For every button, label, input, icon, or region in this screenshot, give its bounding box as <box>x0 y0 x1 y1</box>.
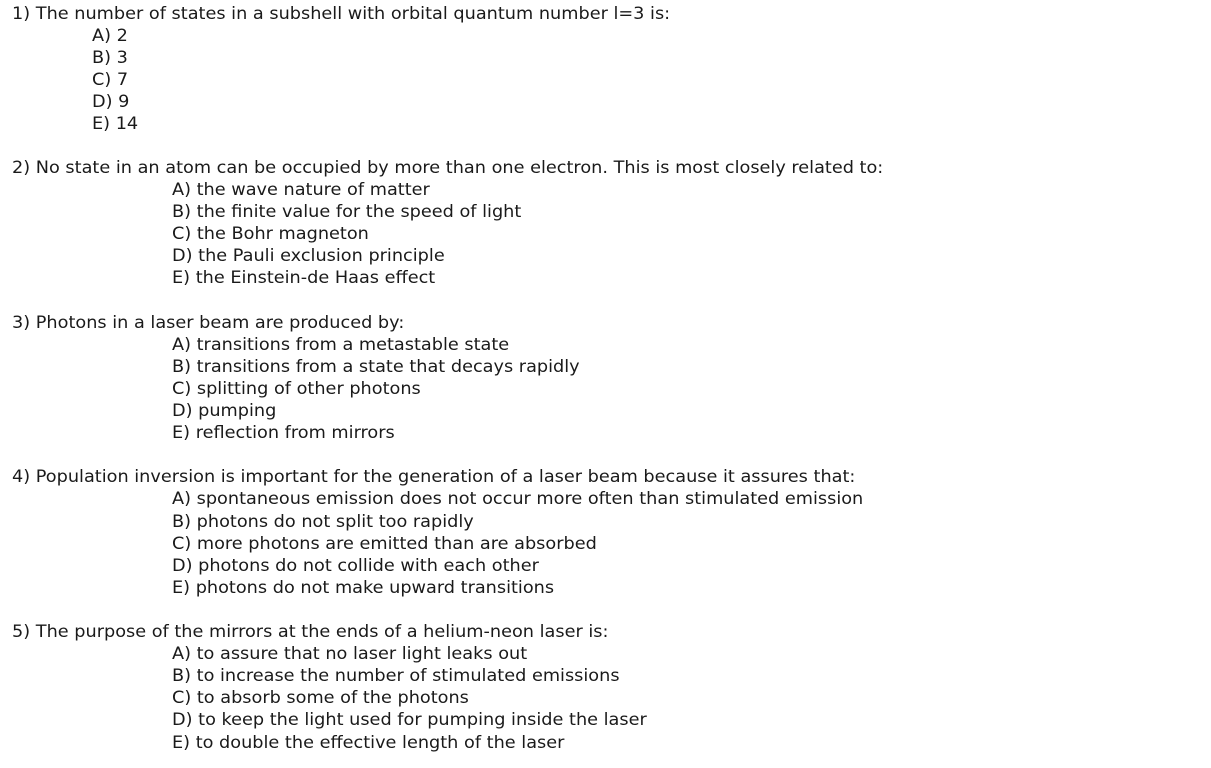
question-1-option-a: A) 2 <box>92 26 128 46</box>
question-2-option-a: A) the wave nature of matter <box>172 180 430 200</box>
question-5-option-b: B) to increase the number of stimulated emissions <box>172 666 620 686</box>
question-4-option-a: A) spontaneous emission does not occur more often than stimulated emission <box>172 489 864 509</box>
question-4-option-d: D) photons do not collide with each other <box>172 556 539 576</box>
question-4-option-e: E) photons do not make upward transitions <box>172 578 555 598</box>
question-2-option-c: C) the Bohr magneton <box>172 224 369 244</box>
question-4-option-c: C) more photons are emitted than are absorbed <box>172 534 597 554</box>
question-3-option-d: D) pumping <box>172 401 277 421</box>
question-5-stem: 5) The purpose of the mirrors at the ends of a helium-neon laser is: <box>12 622 609 642</box>
question-3-option-a: A) transitions from a metastable state <box>172 335 510 355</box>
question-5-option-a: A) to assure that no laser light leaks out <box>172 644 528 664</box>
question-1-stem: 1) The number of states in a subshell with orbital quantum number l=3 is: <box>12 4 671 24</box>
question-1-option-c: C) 7 <box>92 70 129 90</box>
question-2-option-d: D) the Pauli exclusion principle <box>172 246 445 266</box>
question-1-option-b: B) 3 <box>92 48 128 68</box>
question-5-option-d: D) to keep the light used for pumping inside the laser <box>172 710 647 730</box>
question-5-option-c: C) to absorb some of the photons <box>172 688 469 708</box>
question-2-option-b: B) the finite value for the speed of light <box>172 202 522 222</box>
question-3-option-c: C) splitting of other photons <box>172 379 421 399</box>
question-2-option-e: E) the Einstein-de Haas effect <box>172 268 436 288</box>
question-4-option-b: B) photons do not split too rapidly <box>172 512 474 532</box>
question-3-option-b: B) transitions from a state that decays rapidly <box>172 357 580 377</box>
question-2-stem: 2) No state in an atom can be occupied by more than one electron. This is most closely related to: <box>12 158 884 178</box>
question-3-stem: 3) Photons in a laser beam are produced by: <box>12 313 405 333</box>
question-1-option-d: D) 9 <box>92 92 130 112</box>
question-5-option-e: E) to double the effective length of the laser <box>172 733 565 753</box>
question-1-option-e: E) 14 <box>92 114 139 134</box>
question-4-stem: 4) Population inversion is important for the generation of a laser beam because it assures that: <box>12 467 856 487</box>
question-3-option-e: E) reflection from mirrors <box>172 423 395 443</box>
